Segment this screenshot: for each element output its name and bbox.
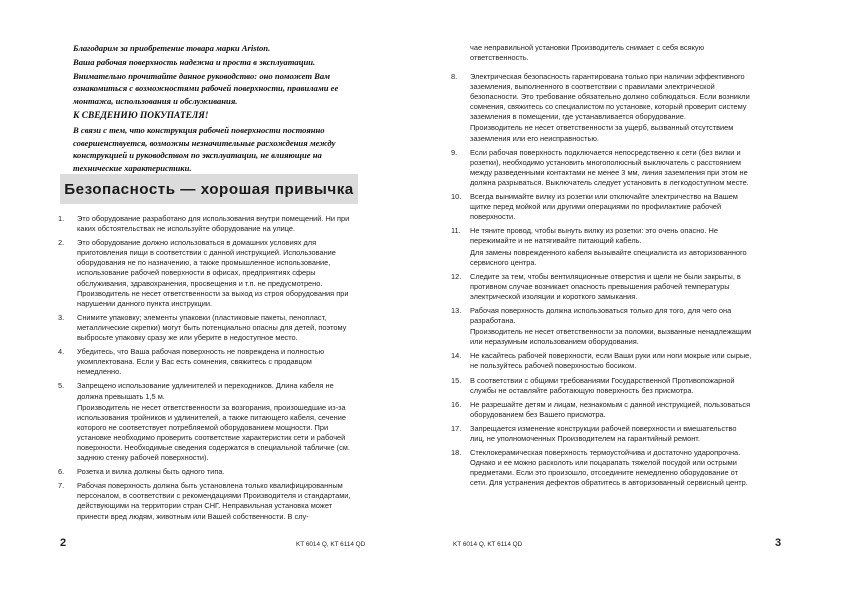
intro-line-3: Внимательно прочитайте данное руководство: оно поможет Вам ознакомиться с возможностями рабочей поверхности, правилами ее монтажа, использования и обслуживания. <box>73 70 339 107</box>
item-body <box>470 400 753 420</box>
list-item <box>451 72 753 144</box>
item-body <box>470 192 753 222</box>
list-item <box>451 351 753 371</box>
intro-line-2: Ваша рабочая поверхность надежна и проста в эксплуатации. <box>73 56 316 67</box>
item-number: 12. <box>451 271 462 281</box>
item-paragraph: Не тяните провод, чтобы вынуть вилку из розетки: это очень опасно. Не пережимайте и не натягивайте питающий кабель. <box>470 226 718 246</box>
item-paragraph: Розетка и вилка должны быть одного типа. <box>77 467 225 477</box>
item-body <box>77 214 358 234</box>
item-paragraph: Запрещено использование удлинителей и переходников. Длина кабеля не должна превышать 1,5 м. <box>77 381 334 401</box>
list-item <box>451 192 753 222</box>
item-body <box>470 226 753 267</box>
continued-text: чае неправильной установки Производитель снимает с себя всякую ответственность. <box>470 43 705 63</box>
section-banner <box>60 174 358 204</box>
item-body <box>470 306 753 347</box>
page-number-left: 2 <box>60 537 67 549</box>
list-item <box>451 226 753 267</box>
item-body <box>77 313 358 343</box>
model-label-right: KT 6014 Q, KT 6114 QD <box>453 541 523 548</box>
right-footer <box>775 533 781 551</box>
item-paragraph: Не разрешайте детям и лицам, незнакомым с данной инструкцией, пользоваться оборудованием без Вашего присмотра. <box>470 399 751 419</box>
item-body <box>77 481 358 521</box>
item-paragraph: Рабочая поверхность должна быть установлена только квалифицированным персоналом, в соответствии с рекомендациями Производителя и стандартами, действующими на территории стран СНГ. Неправильная установка может принести вред людям, животным или Вашей собственности. В слу- <box>77 481 351 521</box>
warning-title: К СВЕДЕНИЮ ПОКУПАТЕЛЯ! <box>73 110 209 121</box>
model-label-left: KT 6014 Q, KT 6114 QD <box>296 541 366 548</box>
item-paragraph: Убедитесь, что Ваша рабочая поверхность не повреждена и полностью укомплектована. Если у Вас есть сомнения, свяжитесь с продавцом немедленно. <box>77 347 325 377</box>
list-item <box>451 148 753 188</box>
item-number: 3. <box>58 312 65 322</box>
item-paragraph: В соответствии с общими требованиями Государственной Противопожарной службы не оставляйте работающую поверхность без присмотра. <box>470 375 735 395</box>
safety-list-right <box>451 72 753 492</box>
item-paragraph: Для замены поврежденного кабеля вызывайте специалиста из авторизованного сервисного центра. <box>470 247 747 267</box>
safety-list-left <box>58 214 358 526</box>
item-number: 7. <box>58 481 65 491</box>
list-item <box>451 448 753 488</box>
item-paragraph: Электрическая безопасность гарантирована только при наличии эффективного заземления, выполненного в соответствии с правилами электрической безопасности. Это требование обязательно должно соблюдаться. Если возникли сомнения, свяжитесь со специалистом по установке, который проверит систему заземления в помещении, где устанавливается оборудование. <box>470 72 750 122</box>
item-paragraph: Всегда вынимайте вилку из розетки или отключайте электричество на Вашем щитке перед мойкой или другими операциями по профилактике рабочей поверхности. <box>470 192 738 222</box>
item-number: 6. <box>58 467 65 477</box>
item-number: 2. <box>58 238 65 248</box>
list-item <box>451 400 753 420</box>
item-paragraph: Не касайтесь рабочей поверхности, если Ваши руки или ноги мокрые или сырые, не пользуйтесь рабочей поверхностью босиком. <box>470 351 752 371</box>
item-number: 18. <box>451 448 462 458</box>
list-item <box>58 381 358 463</box>
right-page <box>421 0 842 595</box>
item-paragraph: Следите за тем, чтобы вентиляционные отверстия и щели не были закрыты, в противном случае возникает опасность превышения рабочей температуры электрической изоляции и короткого замыкания. <box>470 271 741 301</box>
intro-block <box>73 42 373 176</box>
item-body <box>470 148 753 188</box>
item-number: 8. <box>451 72 458 81</box>
right-model-footer <box>453 533 522 551</box>
warning-text: В связи с тем, что конструкция рабочей поверхности постоянно совершенствуется, возможны незначительные расхождения между конструкцией и руководством по эксплуатации, не влияющие на технические характеристики. <box>73 124 336 174</box>
item-number: 15. <box>451 375 462 385</box>
list-item <box>58 481 358 521</box>
item-number: 5. <box>58 381 65 391</box>
list-item <box>451 272 753 302</box>
list-item <box>58 467 358 477</box>
page-number-right: 3 <box>775 537 782 549</box>
item-number: 9. <box>451 147 458 157</box>
item-body <box>77 347 358 377</box>
list-item <box>58 238 358 309</box>
item-body <box>470 424 753 444</box>
item-paragraph: Рабочая поверхность должна использоваться только для того, для чего она разработана. <box>470 305 732 326</box>
item-number: 10. <box>451 192 462 202</box>
item-body <box>77 381 358 463</box>
item-paragraph: Это оборудование разработано для использования внутри помещений. Ни при каких обстоятельствах не используйте оборудование на улице. <box>77 214 350 234</box>
list-item <box>451 376 753 396</box>
list-item <box>58 347 358 377</box>
item-paragraph: Если рабочая поверхность подключается непосредственно к сети (без вилки и розетки), необходимо установить многополюсный выключатель с расстоянием между разведенными контактами не менее 3 мм, линия заземления при этом не должна разрываться. Выключатель следует установить в легкодоступном месте. <box>470 147 749 187</box>
item-body <box>470 376 753 396</box>
list-item <box>451 424 753 444</box>
left-model-footer <box>296 533 365 551</box>
item-paragraph: Производитель не несет ответственности за ущерб, вызванный отсутствием заземления или его неисправностью. <box>470 123 734 143</box>
item-number: 16. <box>451 399 462 409</box>
list-item <box>58 313 358 343</box>
item-body <box>470 72 753 144</box>
item-body <box>470 448 753 488</box>
item-number: 4. <box>58 347 65 357</box>
list-item <box>58 214 358 234</box>
item-number: 13. <box>451 305 462 315</box>
item-number: 17. <box>451 423 462 433</box>
item-number: 1. <box>58 214 65 223</box>
item-paragraph: Запрещается изменение конструкции рабочей поверхности и вмешательство лиц, не уполномоченных Производителем на гарантийный ремонт. <box>470 423 737 443</box>
intro-line-1: Благодарим за приобретение товара марки Ariston. <box>73 43 271 53</box>
item-number: 11. <box>451 226 461 236</box>
item-body <box>77 238 358 309</box>
item-body <box>470 351 753 371</box>
item-paragraph: Это оборудование должно использоваться в домашних условиях для приготовления пищи в соответствии с данной инструкцией. Использование оборудования не по назначению, а также промышленное использование, использование рабочей поверхности в офисах, предприятиях сферы обслуживания, здравохранения, просвещения и т.п. не предусмотрено. Производитель не несет ответственности за выход из строя оборудования при нарушении данного пункта инструкции. <box>77 238 349 308</box>
item-paragraph: Стеклокерамическая поверхность термоустойчива и достаточно ударопрочна. Однако и ее можно расколоть или поцарапать тяжелой посудой или острыми предметами. Если это произошло, отсоедините немедленно оборудование от сети. Для устранения дефектов обратитесь в авторизованный сервисный центр. <box>470 448 748 488</box>
item-paragraph: Производитель не несет ответственности за возгорания, произошедшие из-за использования тройников и удлинителей, а также питающего кабеля, сечение которого не соответствует потребляемой оборудованием мощности. При установке необходимо проверить соответствие характеристик сети и рабочей поверхности. Необходимые сведения содержатся в специальной табличке (см. заднюю стенку рабочей поверхности). <box>77 402 350 463</box>
item-paragraph: Производитель не несет ответственности за поломки, вызванные ненадлежащим или неразумным использованием оборудования. <box>470 327 752 347</box>
left-footer <box>60 533 66 551</box>
item-paragraph: Снимите упаковку; элементы упаковки (пластиковые пакеты, пенопласт, металлические скрепки) могут быть потенциально опасны для детей, поэтому выбросьте упаковку сразу же или уберите в недоступное место. <box>77 312 347 343</box>
list-item <box>451 306 753 347</box>
section-title: Безопасность — хорошая привычка <box>64 180 354 198</box>
item-number: 14. <box>451 351 462 361</box>
item-body <box>77 467 358 477</box>
item-body <box>470 272 753 302</box>
